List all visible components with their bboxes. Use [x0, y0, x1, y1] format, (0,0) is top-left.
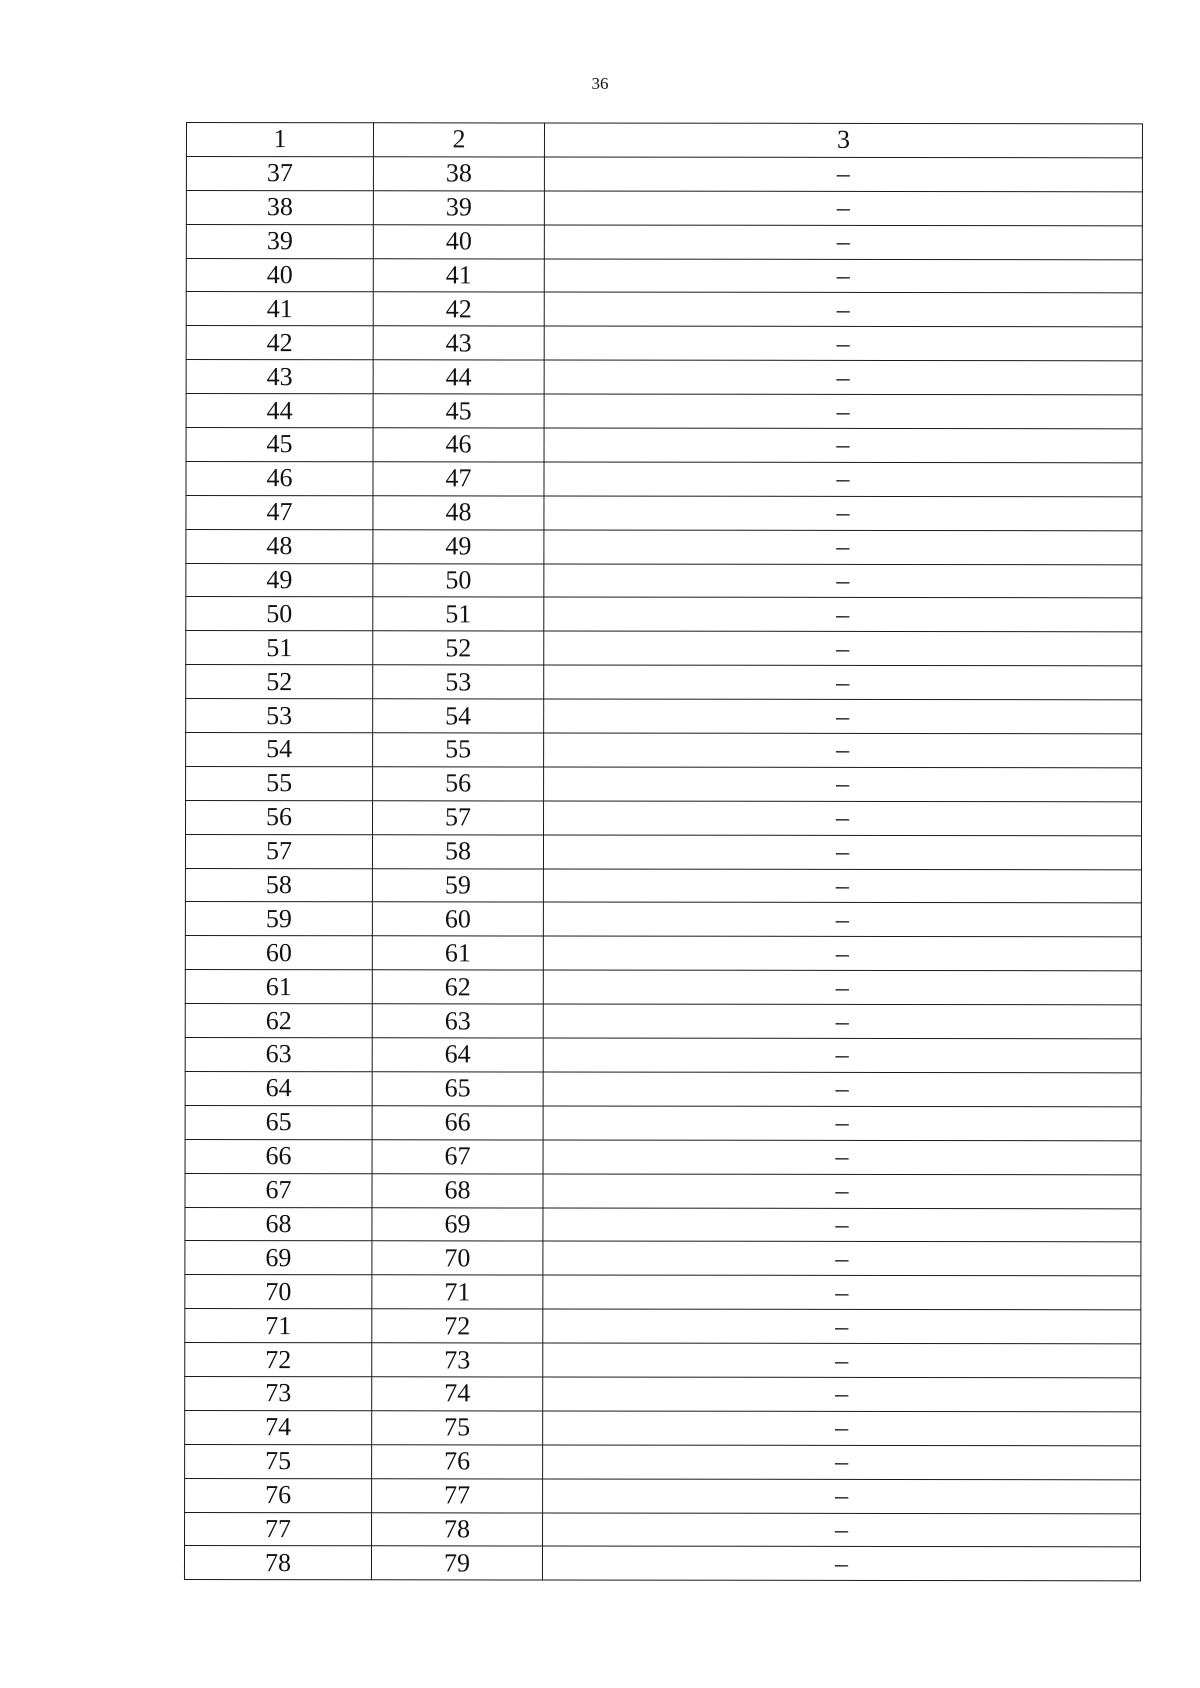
table-row [185, 1343, 1141, 1378]
table-cell-col-2: 38 [373, 157, 544, 191]
table-row [185, 970, 1141, 1005]
table-row [185, 1444, 1141, 1479]
table-cell-col-3: – [544, 665, 1142, 700]
table-cell-col-2: 53 [373, 665, 544, 699]
table-cell-col-1: 62 [185, 1004, 372, 1038]
table-cell-col-2: 60 [372, 902, 543, 936]
table-cell-col-3: – [544, 360, 1142, 395]
table-cell-col-2: 45 [373, 394, 544, 428]
table-row [185, 1241, 1141, 1276]
table-cell-col-1: 69 [185, 1241, 372, 1275]
table-cell-col-1: 39 [186, 224, 373, 258]
table-row [186, 224, 1142, 259]
column-header-1: 1 [186, 123, 373, 157]
table-cell-col-3: – [544, 191, 1142, 226]
table-row [185, 1410, 1141, 1445]
table-row [185, 1478, 1141, 1513]
table-cell-col-2: 47 [373, 462, 544, 496]
table-row [186, 360, 1142, 395]
table-cell-col-1: 74 [185, 1410, 372, 1444]
table-cell-col-1: 48 [186, 529, 373, 563]
table-cell-col-2: 76 [372, 1444, 543, 1478]
table-cell-col-1: 58 [185, 868, 372, 902]
table-row [185, 1309, 1141, 1344]
table-cell-col-2: 75 [372, 1411, 543, 1445]
table-cell-col-3: – [543, 1411, 1141, 1446]
table-cell-col-2: 44 [373, 360, 544, 394]
table-cell-col-3: – [543, 835, 1141, 870]
table-cell-col-2: 57 [373, 801, 544, 835]
table-cell-col-3: – [544, 733, 1142, 768]
table-cell-col-2: 43 [373, 326, 544, 360]
data-table-container [184, 122, 1142, 1582]
table-cell-col-1: 78 [184, 1546, 371, 1580]
table-cell-col-2: 52 [373, 631, 544, 665]
table-cell-col-3: – [544, 530, 1142, 565]
table-cell-col-3: – [544, 496, 1142, 531]
table-cell-col-3: – [543, 970, 1141, 1005]
table-cell-col-3: – [543, 1004, 1141, 1039]
table-cell-col-1: 66 [185, 1139, 372, 1173]
table-cell-col-3: – [543, 1207, 1141, 1242]
table-cell-col-3: – [543, 1072, 1141, 1107]
table-cell-col-1: 51 [186, 631, 373, 665]
table-row [185, 1004, 1141, 1039]
table-cell-col-1: 70 [185, 1275, 372, 1309]
table-row [185, 1071, 1141, 1106]
table-row [186, 326, 1142, 361]
table-row [185, 1512, 1141, 1547]
table-cell-col-1: 38 [186, 190, 373, 224]
table-cell-col-1: 63 [185, 1038, 372, 1072]
table-cell-col-3: – [543, 1479, 1141, 1514]
table-row [185, 1275, 1141, 1310]
table-row [185, 1105, 1141, 1140]
table-cell-col-2: 69 [372, 1207, 543, 1241]
table-row [186, 631, 1142, 666]
table-row [186, 529, 1142, 564]
table-cell-col-1: 64 [185, 1071, 372, 1105]
table-cell-col-3: – [543, 936, 1141, 971]
table-cell-col-2: 61 [372, 936, 543, 970]
table-row [185, 1139, 1141, 1174]
table-cell-col-3: – [543, 1513, 1141, 1548]
table-row [185, 1038, 1141, 1073]
table-cell-col-1: 41 [186, 292, 373, 326]
table-cell-col-1: 46 [186, 461, 373, 495]
table-row [186, 733, 1142, 768]
table-row [186, 258, 1142, 293]
table-row [185, 1173, 1141, 1208]
table-cell-col-3: – [543, 1275, 1141, 1310]
table-cell-col-2: 71 [372, 1275, 543, 1309]
table-cell-col-3: – [543, 1038, 1141, 1073]
table-cell-col-3: – [544, 326, 1142, 361]
table-cell-col-2: 68 [372, 1173, 543, 1207]
table-cell-col-2: 65 [372, 1072, 543, 1106]
table-cell-col-1: 77 [185, 1512, 372, 1546]
table-cell-col-1: 49 [186, 563, 373, 597]
table-cell-col-2: 77 [372, 1478, 543, 1512]
table-cell-col-1: 73 [185, 1376, 372, 1410]
table-cell-col-2: 48 [373, 496, 544, 530]
table-cell-col-3: – [544, 597, 1142, 632]
table-cell-col-2: 58 [372, 834, 543, 868]
table-cell-col-1: 40 [186, 258, 373, 292]
table-cell-col-2: 78 [372, 1512, 543, 1546]
table-row [185, 1376, 1141, 1411]
table-cell-col-1: 67 [185, 1173, 372, 1207]
table-cell-col-3: – [543, 1309, 1141, 1344]
table-cell-col-2: 41 [373, 258, 544, 292]
table-cell-col-1: 56 [186, 800, 373, 834]
table-row [184, 1546, 1140, 1581]
table-row [186, 597, 1142, 632]
table-cell-col-3: – [544, 631, 1142, 666]
table-row [186, 800, 1142, 835]
table-cell-col-2: 66 [372, 1106, 543, 1140]
table-cell-col-3: – [544, 225, 1142, 260]
table-row [186, 428, 1142, 463]
table-cell-col-2: 70 [372, 1241, 543, 1275]
table-cell-col-1: 52 [186, 665, 373, 699]
table-row [185, 1207, 1141, 1242]
table-cell-col-1: 45 [186, 428, 373, 462]
table-cell-col-1: 54 [186, 733, 373, 767]
table-cell-col-1: 50 [186, 597, 373, 631]
table-cell-col-2: 50 [373, 563, 544, 597]
table-header-row [186, 123, 1142, 158]
table-cell-col-3: – [543, 1241, 1141, 1276]
table-cell-col-3: – [544, 462, 1142, 497]
table-cell-col-3: – [543, 1174, 1141, 1209]
table-cell-col-1: 42 [186, 326, 373, 360]
table-cell-col-2: 46 [373, 428, 544, 462]
table-cell-col-1: 71 [185, 1309, 372, 1343]
page-number: 36 [591, 74, 609, 93]
table-cell-col-2: 49 [373, 529, 544, 563]
table-cell-col-1: 72 [185, 1343, 372, 1377]
table-cell-col-3: – [544, 259, 1142, 294]
table-cell-col-2: 54 [373, 699, 544, 733]
table-cell-col-2: 42 [373, 292, 544, 326]
table-row [186, 292, 1142, 327]
table-cell-col-2: 72 [372, 1309, 543, 1343]
table-cell-col-3: – [544, 801, 1142, 836]
table-cell-col-2: 64 [372, 1038, 543, 1072]
table-cell-col-2: 79 [371, 1546, 542, 1580]
table-cell-col-3: – [543, 1140, 1141, 1175]
column-header-3: 3 [544, 123, 1142, 158]
table-row [186, 766, 1142, 801]
table-cell-col-3: – [544, 699, 1142, 734]
table-cell-col-2: 59 [372, 868, 543, 902]
table-cell-col-3: – [543, 1106, 1141, 1141]
table-cell-col-1: 44 [186, 394, 373, 428]
table-cell-col-2: 40 [373, 224, 544, 258]
table-cell-col-1: 37 [186, 156, 373, 190]
table-cell-col-3: – [543, 1377, 1141, 1412]
table-body [184, 156, 1142, 1581]
table-row [186, 563, 1142, 598]
table-cell-col-1: 68 [185, 1207, 372, 1241]
table-cell-col-3: – [544, 157, 1142, 192]
table-cell-col-3: – [544, 394, 1142, 429]
table-cell-col-1: 47 [186, 495, 373, 529]
table-cell-col-3: – [544, 564, 1142, 599]
table-cell-col-1: 57 [185, 834, 372, 868]
table-cell-col-1: 75 [185, 1444, 372, 1478]
table-cell-col-1: 61 [185, 970, 372, 1004]
table-row [186, 394, 1142, 429]
table-cell-col-3: – [544, 428, 1142, 463]
table-cell-col-2: 51 [373, 597, 544, 631]
table-cell-col-2: 55 [373, 733, 544, 767]
table-cell-col-3: – [543, 1445, 1141, 1480]
table-row [186, 190, 1142, 225]
table-cell-col-1: 65 [185, 1105, 372, 1139]
table-cell-col-3: – [542, 1546, 1140, 1581]
table-row [185, 834, 1141, 869]
column-header-2: 2 [373, 123, 544, 157]
table-cell-col-2: 56 [373, 767, 544, 801]
table-cell-col-1: 60 [185, 936, 372, 970]
table-cell-col-2: 63 [372, 1004, 543, 1038]
table-cell-col-2: 74 [372, 1377, 543, 1411]
table-row [186, 461, 1142, 496]
table-cell-col-2: 67 [372, 1139, 543, 1173]
table-row [186, 699, 1142, 734]
table-cell-col-1: 43 [186, 360, 373, 394]
table-row [186, 156, 1142, 191]
table-cell-col-3: – [543, 869, 1141, 904]
table-cell-col-2: 73 [372, 1343, 543, 1377]
table-cell-col-3: – [544, 292, 1142, 327]
table-cell-col-3: – [543, 1343, 1141, 1378]
table-cell-col-3: – [544, 767, 1142, 802]
table-cell-col-1: 55 [186, 766, 373, 800]
table-cell-col-2: 39 [373, 191, 544, 225]
table-cell-col-1: 53 [186, 699, 373, 733]
table-row [186, 495, 1142, 530]
table-row [185, 902, 1141, 937]
data-table [184, 122, 1143, 1582]
table-row [185, 868, 1141, 903]
table-cell-col-1: 76 [185, 1478, 372, 1512]
table-cell-col-2: 62 [372, 970, 543, 1004]
table-row [186, 665, 1142, 700]
table-cell-col-3: – [543, 902, 1141, 937]
table-row [185, 936, 1141, 971]
table-cell-col-1: 59 [185, 902, 372, 936]
